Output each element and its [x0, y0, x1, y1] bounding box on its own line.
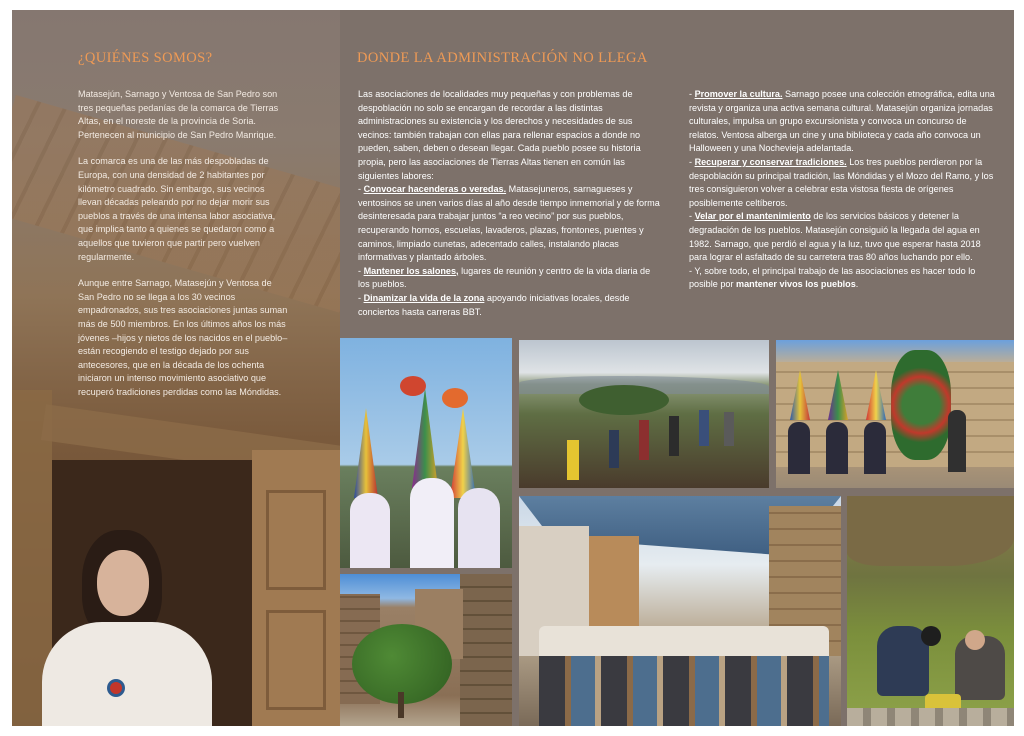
list-item: - Velar por el mantenimiento de los servicios básicos y detener la degradación de los pueblos. Matasejún consiguió la llegada del agua en 1982. Sarnago, que perdió el agua y la luz, tuvo que esperar hasta 2018 para lograr el asfaltado de su carretera tras 80 años luchando por ello.: [689, 211, 981, 263]
intro-paragraph: Las asociaciones de localidades muy pequeñas y con problemas de despoblación no solo se encargan de recordar a las distintas administraciones su existencia y los derechos y necesidades de sus vecinos: también trabajan con ellas para rellenar espacios a donde no pueden, saben, deben o desean llegar. Cada pueblo posee su historia propia, pero las asociaciones de Tierras Altas tienen en común las siguientes labores:: [358, 89, 641, 181]
paragraph: Aunque entre Sarnago, Matasejún y Ventosa de San Pedro no se llega a los 30 vecinos empadronados, sus tres asociaciones juntas suman más de 500 miembros. En los últimos años los más jóvenes –hijos y nietos de los nacidos en el pueblo– están recogiendo el testigo dejado por sus antecesores, que en la década de los ochenta iniciaron un intenso movimiento asociativo que recuperó tradiciones perdidas como las Móndidas.: [78, 278, 288, 397]
brochure-spread: [12, 10, 1014, 726]
list-item: - Dinamizar la vida de la zona apoyando iniciativas locales, desde conciertos hasta carreras BBT.: [358, 292, 630, 317]
paragraph: La comarca es una de las más despobladas de Europa, con una densidad de 2 habitantes por kilómetro cuadrado. Sin embargo, sus vecinos llevan décadas peleando por no dejar morir sus pueblos a través de una intensa labor asociativa, que implica tanto a quienes se quedaron como a aquellos que tuvieron que partir pero vuelven regularmente.: [78, 156, 276, 262]
right-column-text: [689, 88, 997, 292]
list-item: - Recuperar y conservar tradiciones. Los tres pueblos perdieron por la despoblación su principal tradición, las Móndidas y el Mozo del Ramo, y los tres consiguieron volver a celebrar esta vistosa fiesta de orígenes posiblemente celtíberos.: [689, 156, 994, 208]
photo-mondidas-wall: [776, 340, 1014, 488]
photo-mondidas-headdresses: [340, 338, 512, 568]
list-item: - Promover la cultura. Sarnago posee una colección etnográfica, edita una revista y organiza una activa semana cultural. Matasejún organiza jornadas culturales, impulsa un grupo excursionista y convoca un concurso de relatos. Ventosa alberga un cine y una biblioteca y cada año convoca un Halloween y una Nochevieja adelantada.: [689, 89, 995, 154]
photo-men-working: [847, 496, 1014, 726]
middle-column-text: [358, 88, 663, 319]
photo-hikers: [519, 340, 769, 488]
closing-item: - Y, sobre todo, el principal trabajo de las asociaciones es hacer todo lo posible por mantener vivos los pueblos.: [689, 265, 976, 290]
woman-face: [97, 550, 149, 616]
list-item: - Mantener los salones, lugares de reunión y centro de la vida diaria de los pueblos.: [358, 265, 651, 290]
photo-village-tree: [340, 574, 512, 726]
left-column-text: [78, 88, 288, 412]
embroidered-flower: [110, 682, 122, 694]
open-door: [252, 450, 340, 726]
woman-blouse: [42, 622, 212, 726]
paragraph: Matasejún, Sarnago y Ventosa de San Pedro son tres pequeñas pedanías de la comarca de Tierras Altas, en el noreste de la provincia de Soria. Pertenecen al municipio de San Pedro Manrique.: [78, 89, 279, 140]
list-item: - Convocar hacenderas o veredas. Matasejuneros, sarnagueses y ventosinos se unen varios días al año desde tiempo inmemorial y de forma desinteresada para trabajar juntos “a reo vecino” por sus pueblos, recuperando hornos, escuelas, lavaderos, plazas, frontones, puentes y caminos, limpiado cunetas, adecentado calles, instalando placas informativas y plantado árboles.: [358, 184, 660, 263]
photo-communal-meal: [519, 496, 841, 726]
section-title-administracion: DONDE LA ADMINISTRACIÓN NO LLEGA: [357, 50, 648, 66]
section-title-quienes-somos: ¿QUIÉNES SOMOS?: [78, 50, 213, 66]
